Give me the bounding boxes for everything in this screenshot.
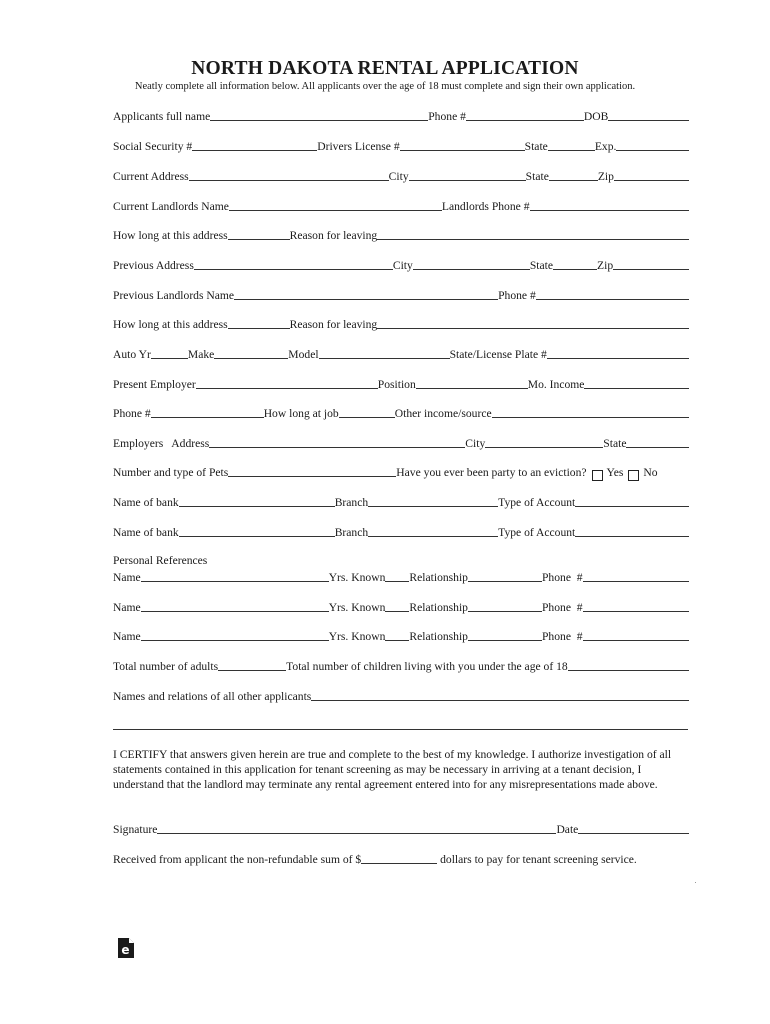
eforms-logo-icon [117, 938, 135, 958]
ref-3-yrs-label: Yrs. Known [328, 630, 386, 643]
position-label: Position [377, 378, 416, 391]
prev-state-field[interactable] [553, 269, 597, 270]
total-children-label: Total number of children living with you under the age of 18 [286, 660, 568, 673]
row-signature [113, 821, 689, 837]
ref-1-yrs-label: Yrs. Known [328, 571, 386, 584]
employer-city-field[interactable] [485, 447, 603, 448]
ref-2-name-field[interactable] [141, 611, 329, 612]
row-current-address [113, 168, 689, 184]
account-type-2-field[interactable] [575, 536, 689, 537]
total-adults-field[interactable] [218, 670, 286, 671]
date-label: Date [556, 823, 579, 836]
fee-prefix: Received from applicant the non-refundable sum of $ [113, 853, 362, 866]
zip-label: Zip [597, 170, 614, 183]
date-field[interactable] [578, 833, 689, 834]
exp-field[interactable] [616, 150, 689, 151]
mo-income-field[interactable] [584, 388, 689, 389]
personal-references-heading: Personal References [113, 554, 208, 567]
other-applicants-label: Names and relations of all other applicants [113, 690, 312, 703]
state-field[interactable] [549, 180, 598, 181]
row-how-long-1 [113, 227, 689, 243]
how-long-address-2-field[interactable] [228, 328, 290, 329]
ref-2-name-label: Name [113, 601, 141, 614]
drivers-license-label: Drivers License # [317, 140, 400, 153]
stray-dot [695, 882, 696, 883]
row-applicant [113, 108, 689, 124]
prev-landlord-phone-field[interactable] [536, 299, 689, 300]
row-previous-address [113, 257, 689, 273]
mo-income-label: Mo. Income [527, 378, 585, 391]
row-ssn [113, 138, 689, 154]
eviction-no-checkbox[interactable] [628, 470, 639, 481]
prev-zip-field[interactable] [613, 269, 689, 270]
page-title: NORTH DAKOTA RENTAL APPLICATION [191, 58, 579, 79]
reason-leaving-2-label: Reason for leaving [289, 318, 378, 331]
pets-label: Number and type of Pets [113, 466, 229, 479]
eviction-label: Have you ever been party to an eviction? [396, 466, 587, 479]
prev-city-label: City [392, 259, 413, 272]
eviction-yes-checkbox[interactable] [592, 470, 603, 481]
make-label: Make [187, 348, 215, 361]
ref-3-relationship-field[interactable] [468, 640, 542, 641]
row-totals [113, 658, 689, 674]
license-state-label: State [524, 140, 548, 153]
ref-2-relationship-label: Relationship [409, 601, 468, 614]
position-field[interactable] [416, 388, 528, 389]
employers-address-field[interactable] [209, 447, 465, 448]
total-children-field[interactable] [568, 670, 689, 671]
employers-address-label: Employers Address [113, 437, 210, 450]
employer-phone-field[interactable] [151, 417, 264, 418]
row-auto [113, 346, 689, 362]
ref-3-relationship-label: Relationship [409, 630, 468, 643]
row-current-landlord [113, 198, 689, 214]
reason-leaving-2-field[interactable] [377, 328, 689, 329]
ssn-field[interactable] [192, 150, 317, 151]
landlord-phone-field[interactable] [530, 210, 690, 211]
ref-1-name-field[interactable] [141, 581, 329, 582]
ref-2-yrs-field[interactable] [385, 611, 409, 612]
ref-1-phone-field[interactable] [583, 581, 689, 582]
account-type-1-label: Type of Account [498, 496, 576, 509]
account-type-2-label: Type of Account [498, 526, 576, 539]
model-field[interactable] [319, 358, 450, 359]
other-applicants-extra-line[interactable] [113, 729, 688, 730]
row-reference-2 [113, 599, 689, 615]
other-applicants-field[interactable] [311, 700, 689, 701]
row-employer [113, 376, 689, 392]
ref-1-yrs-field[interactable] [385, 581, 409, 582]
row-bank-2 [113, 524, 689, 540]
fee-amount-field[interactable] [361, 863, 437, 864]
employer-phone-label: Phone # [113, 407, 151, 420]
employer-city-label: City [465, 437, 486, 450]
reason-leaving-label: Reason for leaving [289, 229, 378, 242]
ref-2-yrs-label: Yrs. Known [328, 601, 386, 614]
row-bank-1 [113, 494, 689, 510]
current-address-label: Current Address [113, 170, 189, 183]
how-long-job-field[interactable] [339, 417, 395, 418]
ref-3-phone-label: Phone # [541, 630, 583, 643]
certification-text: I CERTIFY that answers given herein are true and complete to the best of my knowledge. I authorize investigation of all statements contained in this application for tenant screening as may be necessary in arriving at a tenant decision, I understand that the landlord may terminate any rental agreement entered into for any misrepresentations made above. [113, 748, 672, 791]
branch-1-field[interactable] [368, 506, 498, 507]
how-long-address-field[interactable] [228, 239, 290, 240]
bank-name-1-label: Name of bank [113, 496, 179, 509]
ref-1-phone-label: Phone # [541, 571, 583, 584]
applicant-name-field[interactable] [210, 120, 428, 121]
dob-field[interactable] [608, 120, 689, 121]
employer-state-field[interactable] [626, 447, 689, 448]
license-plate-field[interactable] [547, 358, 689, 359]
fee-suffix: dollars to pay for tenant screening service. [437, 853, 637, 866]
pets-field[interactable] [228, 476, 396, 477]
dob-label: DOB [583, 110, 609, 123]
auto-yr-label: Auto Yr [113, 348, 151, 361]
city-label: City [388, 170, 409, 183]
branch-1-label: Branch [334, 496, 369, 509]
ref-2-relationship-field[interactable] [468, 611, 542, 612]
reason-leaving-field[interactable] [377, 239, 689, 240]
previous-address-label: Previous Address [113, 259, 194, 272]
bank-name-1-field[interactable] [179, 506, 335, 507]
bank-name-2-label: Name of bank [113, 526, 179, 539]
exp-label: Exp. [594, 140, 617, 153]
phone-field[interactable] [466, 120, 584, 121]
auto-yr-field[interactable] [151, 358, 188, 359]
current-landlord-field[interactable] [229, 210, 442, 211]
row-fee [113, 851, 693, 867]
previous-landlord-field[interactable] [234, 299, 498, 300]
ref-3-name-field[interactable] [141, 640, 329, 641]
ssn-label: Social Security # [113, 140, 193, 153]
branch-2-label: Branch [334, 526, 369, 539]
license-state-field[interactable] [548, 150, 595, 151]
prev-landlord-phone-label: Phone # [498, 289, 536, 302]
prev-state-label: State [529, 259, 554, 272]
ref-3-phone-field[interactable] [583, 640, 689, 641]
make-field[interactable] [214, 358, 288, 359]
row-other-applicants [113, 688, 689, 704]
drivers-license-field[interactable] [400, 150, 525, 151]
ref-1-name-label: Name [113, 571, 141, 584]
model-label: Model [288, 348, 319, 361]
present-employer-field[interactable] [196, 388, 378, 389]
row-reference-3 [113, 628, 689, 644]
account-type-1-field[interactable] [575, 506, 689, 507]
bank-name-2-field[interactable] [179, 536, 335, 537]
prev-city-field[interactable] [413, 269, 530, 270]
prev-zip-label: Zip [597, 259, 614, 272]
how-long-address-label: How long at this address [113, 229, 228, 242]
state-label: State [525, 170, 549, 183]
current-landlord-label: Current Landlords Name [113, 200, 229, 213]
applicant-name-label: Applicants full name [113, 110, 211, 123]
row-employer-address [113, 435, 689, 451]
ref-2-phone-field[interactable] [583, 611, 689, 612]
previous-address-field[interactable] [194, 269, 393, 270]
signature-field[interactable] [157, 833, 556, 834]
eviction-yes-label: Yes [606, 466, 624, 479]
total-adults-label: Total number of adults [113, 660, 219, 673]
license-plate-label: State/License Plate # [449, 348, 547, 361]
row-pets [113, 464, 689, 480]
how-long-job-label: How long at job [263, 407, 339, 420]
zip-field[interactable] [614, 180, 689, 181]
landlord-phone-label: Landlords Phone # [441, 200, 530, 213]
current-address-field[interactable] [189, 180, 389, 181]
row-employer-phone [113, 405, 689, 421]
previous-landlord-label: Previous Landlords Name [113, 289, 235, 302]
page-subtitle: Neatly complete all information below. All applicants over the age of 18 must complete and sign their own application. [134, 81, 636, 92]
how-long-address-2-label: How long at this address [113, 318, 228, 331]
other-income-field[interactable] [492, 417, 689, 418]
signature-label: Signature [113, 823, 158, 836]
ref-1-relationship-label: Relationship [409, 571, 468, 584]
ref-3-yrs-field[interactable] [385, 640, 409, 641]
phone-label: Phone # [428, 110, 466, 123]
branch-2-field[interactable] [368, 536, 498, 537]
eviction-no-label: No [643, 466, 658, 479]
present-employer-label: Present Employer [113, 378, 196, 391]
ref-2-phone-label: Phone # [541, 601, 583, 614]
employer-state-label: State [603, 437, 627, 450]
other-income-label: Other income/source [394, 407, 492, 420]
logo-letter: e [121, 943, 130, 957]
ref-3-name-label: Name [113, 630, 141, 643]
ref-1-relationship-field[interactable] [468, 581, 542, 582]
row-how-long-2 [113, 316, 689, 332]
city-field[interactable] [409, 180, 526, 181]
row-reference-1 [113, 569, 689, 585]
row-previous-landlord [113, 287, 689, 303]
